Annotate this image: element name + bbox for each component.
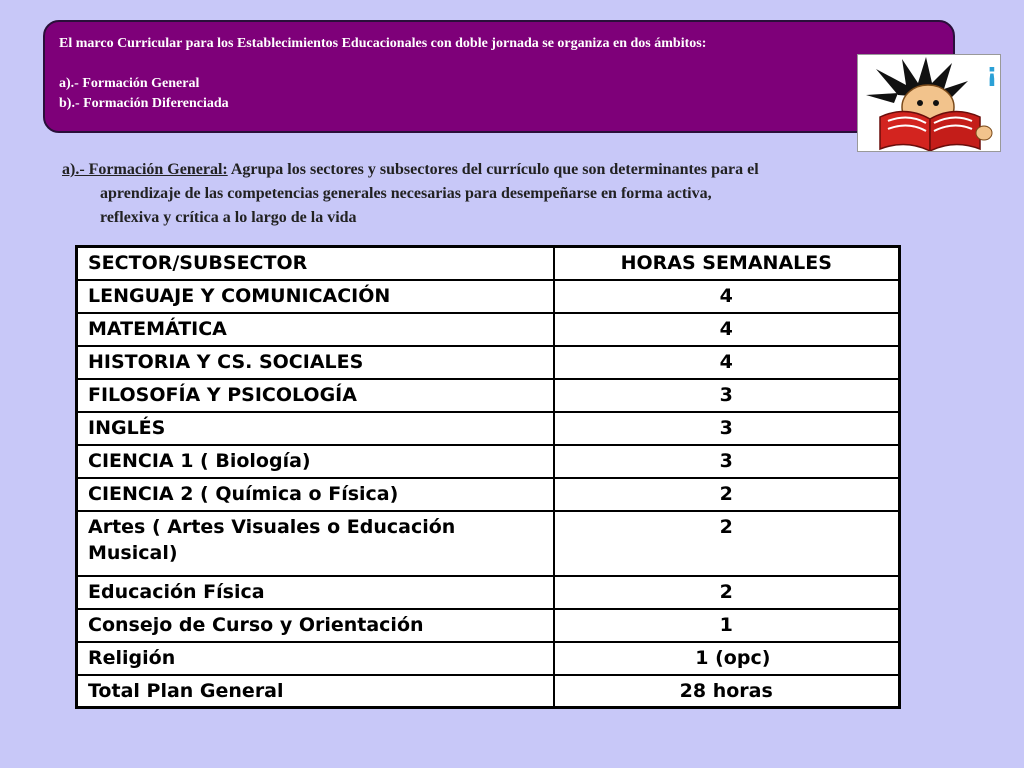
table-row [77,313,900,346]
intro-lead: a).- Formación General: [62,161,228,178]
table-row [77,576,900,609]
banner-line-differentiated: b).- Formación Diferenciada [59,96,229,111]
row-hours: 2 [554,478,900,511]
intro-text-1: Agrupa los sectores y subsectores del currículo que son determinantes para el [227,161,759,178]
table-row [77,379,900,412]
table-row [77,511,900,576]
row-hours: 2 [554,576,900,609]
table-row [77,280,900,313]
row-sector: CIENCIA 2 ( Química o Física) [77,478,554,511]
row-sector: HISTORIA Y CS. SOCIALES [77,346,554,379]
weekly-hours-table [75,245,901,709]
reading-boy-icon [858,55,1000,151]
row-sector: FILOSOFÍA Y PSICOLOGÍA [77,379,554,412]
total-hours: 28 horas [554,675,900,708]
title-banner [43,20,955,133]
intro-text-2: aprendizaje de las competencias generales necesarias para desempeñarse en forma activa, [100,185,712,202]
row-sector: Consejo de Curso y Orientación [77,609,554,642]
table-row [77,346,900,379]
table-header-row [77,247,900,280]
row-sector: Educación Física [77,576,554,609]
row-hours: 4 [554,313,900,346]
row-hours: 2 [554,511,900,576]
exclamation-glyph: ¡ [986,58,998,88]
header-sector: SECTOR/SUBSECTOR [77,247,554,280]
intro-paragraph [62,158,962,230]
table-row [77,642,900,675]
row-sector: Artes ( Artes Visuales o Educación Musical) [77,511,554,576]
table-row [77,478,900,511]
row-sector: LENGUAJE Y COMUNICACIÓN [77,280,554,313]
intro-text-3: reflexiva y crítica a lo largo de la vida [100,209,357,226]
table-row [77,609,900,642]
row-sector: INGLÉS [77,412,554,445]
row-hours: 3 [554,412,900,445]
row-hours: 3 [554,379,900,412]
row-sector: CIENCIA 1 ( Biología) [77,445,554,478]
banner-line-general: a).- Formación General [59,76,200,91]
row-sector: Religión [77,642,554,675]
intro-first-line [62,158,962,182]
row-hours: 1 [554,609,900,642]
table-total-row [77,675,900,708]
header-hours: HORAS SEMANALES [554,247,900,280]
row-hours: 4 [554,346,900,379]
row-hours: 4 [554,280,900,313]
row-hours: 1 (opc) [554,642,900,675]
reading-boy-illustration [857,54,1001,152]
total-label: Total Plan General [77,675,554,708]
row-sector: MATEMÁTICA [77,313,554,346]
table-row [77,445,900,478]
table-row [77,412,900,445]
banner-line-intro: El marco Curricular para los Establecimientos Educacionales con doble jornada se organiza en dos ámbitos: [59,36,707,51]
row-hours: 3 [554,445,900,478]
